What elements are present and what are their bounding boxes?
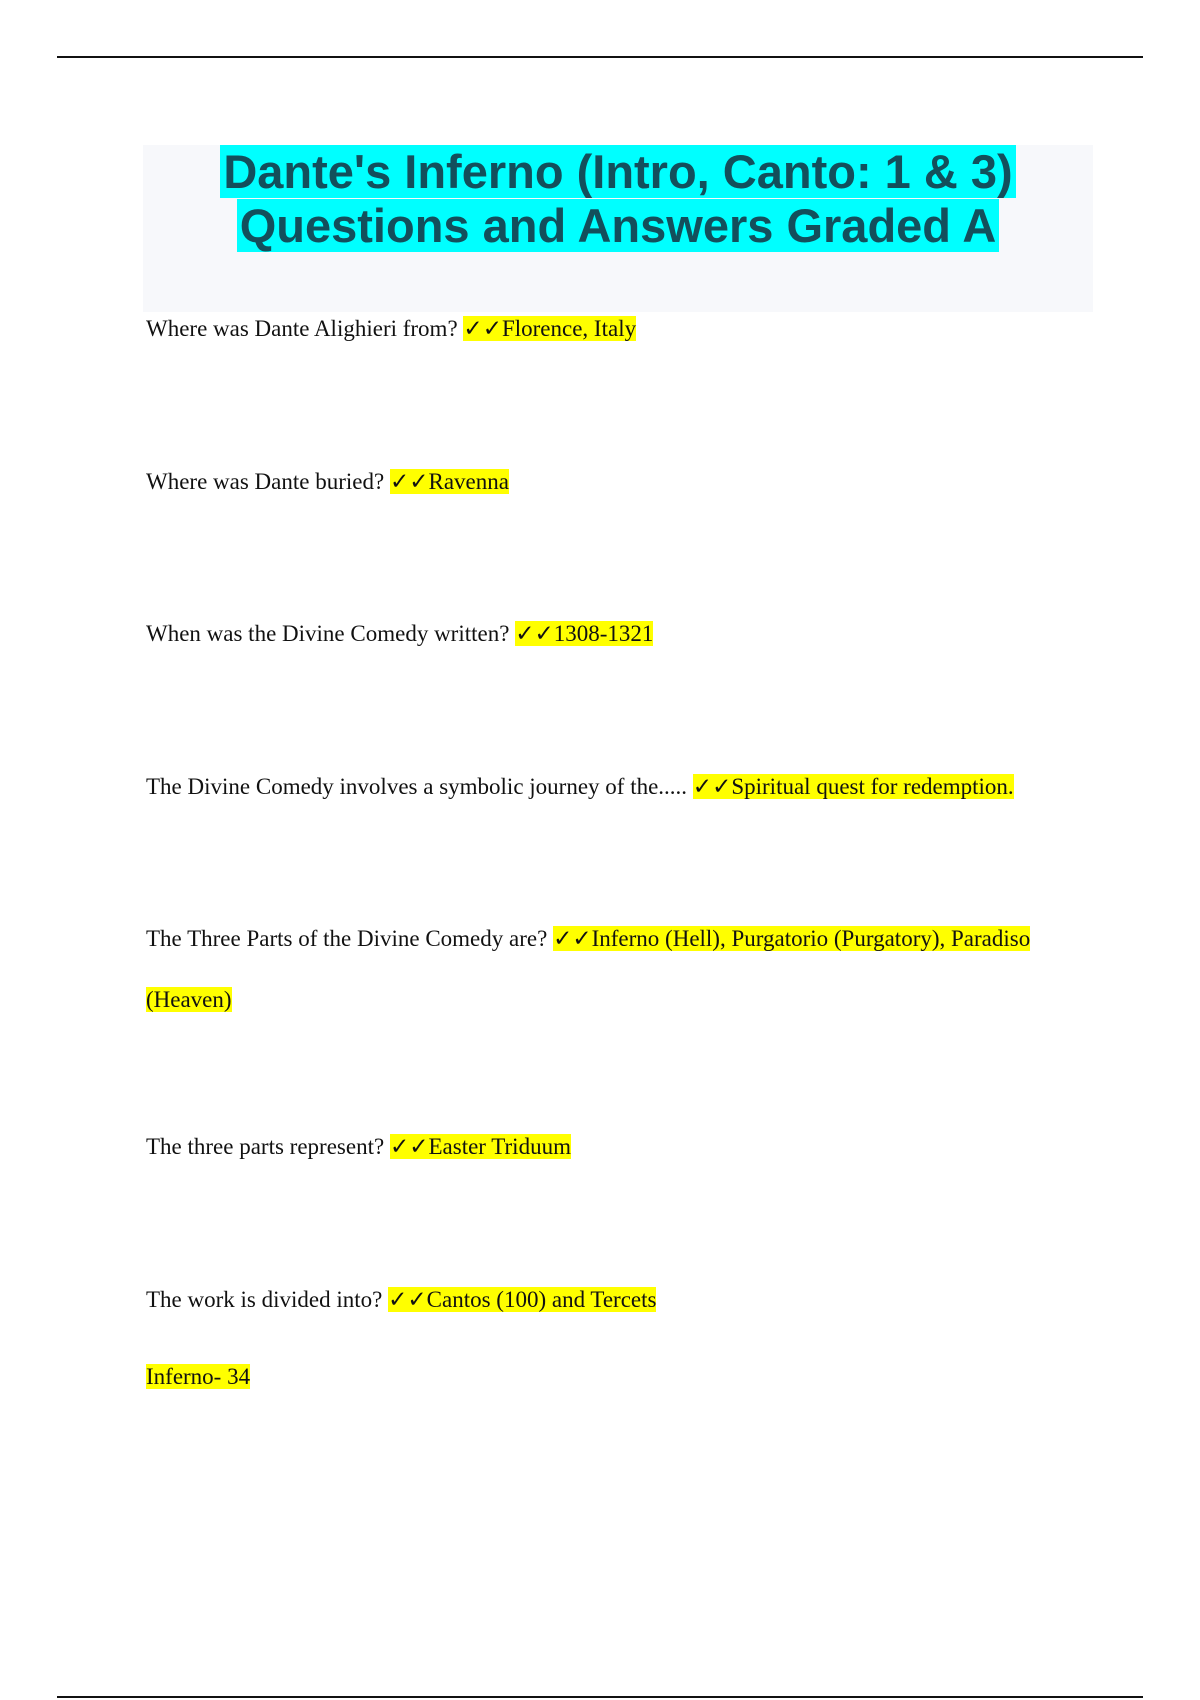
answer-value: Spiritual quest for redemption. [731,774,1014,799]
qa-item-7-continuation [146,1362,250,1392]
check-icon: ✓✓ [389,1134,429,1159]
answer-value: 1308-1321 [553,621,654,646]
answer-continuation: (Heaven) [146,987,232,1012]
question-text: Where was Dante Alighieri from? [146,316,464,341]
question-text: The Three Parts of the Divine Comedy are? [146,926,554,951]
answer-value: Florence, Italy [501,316,637,341]
qa-item-3 [146,619,1106,649]
title-line-2 [143,199,1093,253]
check-icon: ✓✓ [692,774,732,799]
qa-item-5 [146,924,1106,954]
qa-item-5-continuation [146,985,232,1015]
answer-value: Easter Triduum [428,1134,571,1159]
check-icon: ✓✓ [388,1287,427,1312]
check-icon: ✓✓ [463,316,502,341]
check-icon: ✓✓ [515,621,554,646]
answer-text [388,1287,656,1312]
qa-item-2 [146,467,1106,497]
check-icon: ✓✓ [389,469,429,494]
qa-item-6 [146,1132,1106,1162]
title-text-2: Questions and Answers Graded A [237,199,1000,252]
header-rule [57,56,1143,58]
qa-item-1 [146,314,1106,344]
answer-value: Cantos (100) and Tercets [426,1287,657,1312]
answer-text [553,926,1030,951]
qa-item-7 [146,1285,1106,1315]
title-line-1 [143,145,1093,199]
question-text: When was the Divine Comedy written? [146,621,516,646]
qa-item-4 [146,772,1106,802]
title-block [143,145,1093,312]
answer-text [390,1134,571,1159]
question-text: The work is divided into? [146,1287,389,1312]
answer-text [515,621,653,646]
question-text: Where was Dante buried? [146,469,390,494]
answer-value: Ravenna [428,469,509,494]
footer-rule [57,1696,1143,1698]
answer-text [693,774,1014,799]
question-text: The three parts represent? [146,1134,390,1159]
title-text-1: Dante's Inferno (Intro, Canto: 1 & 3) [220,145,1015,198]
question-text: The Divine Comedy involves a symbolic journey of the..... [146,774,693,799]
answer-text [390,469,509,494]
answer-continuation: Inferno- 34 [146,1364,251,1389]
answer-text [463,316,636,341]
answer-value: Inferno (Hell), Purgatorio (Purgatory), Paradiso [591,926,1031,951]
check-icon: ✓✓ [553,926,592,951]
